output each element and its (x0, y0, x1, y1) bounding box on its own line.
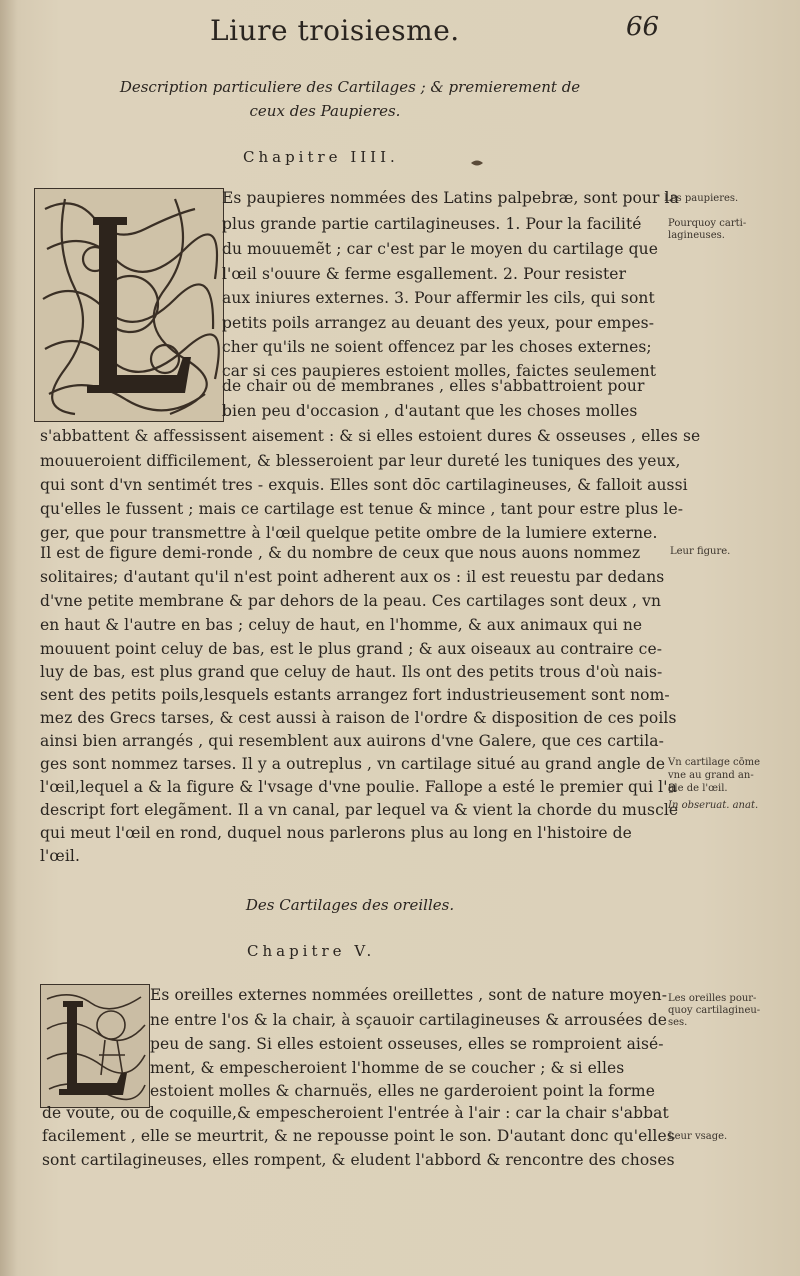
text-line: mez des Grecs tarses, & cest aussi à raison de l'ordre & disposition de ces poils (40, 709, 677, 727)
page-number: 66 (626, 12, 660, 42)
text-line: d'vne petite membrane & par dehors de la peau. Ces cartilages sont deux , vn (40, 592, 662, 610)
text-line: ger, que pour transmettre à l'œil quelque petite ombre de la lumiere externe. (40, 524, 658, 542)
section-title-line-1: Description particuliere des Cartilages ; & premierement de (119, 78, 581, 96)
margin-note: Leur vsage. (668, 1131, 728, 1142)
text-line: petits poils arrangez au deuant des yeux, pour empes- (222, 314, 655, 332)
text-line: bien peu d'occasion , d'autant que les choses molles (222, 402, 638, 420)
text-line: car si ces paupieres estoient molles, faictes seulement (222, 362, 657, 380)
text-line: plus grande partie cartilagineuses. 1. Pour la facilité (222, 215, 642, 233)
margin-note: Pourquoy carti- (668, 218, 747, 229)
text-line: aux iniures externes. 3. Pour affermir les cils, qui sont (222, 289, 655, 307)
margin-note: Les paupieres. (664, 193, 739, 204)
text-line: mouueroient difficilement, & blesseroient par leur dureté les tuniques des yeux, (40, 452, 681, 470)
margin-note: quoy cartilagineu- (668, 1005, 761, 1016)
text-line: peu de sang. Si elles estoient osseuses, elles se romproient aisé- (150, 1035, 664, 1053)
margin-note: Les oreilles pour- (668, 993, 757, 1004)
text-line: mouuent point celuy de bas, est le plus grand ; & aux oiseaux au contraire ce- (40, 640, 663, 658)
text-line: de voute, ou de coquille,& empescheroient l'entrée à l'air : car la chair s'abbat (42, 1104, 669, 1122)
chapter-heading: Chapitre V. (247, 942, 376, 960)
text-line: ne entre l'os & la chair, à sçauoir cartilagineuses & arrousées de (150, 1011, 668, 1029)
text-line: descript fort elegãment. Il a vn canal, par lequel va & vient la chorde du muscle (40, 801, 679, 819)
margin-note: In obseruat. anat. (668, 800, 759, 811)
section-title: Des Cartilages des oreilles. (245, 896, 455, 914)
text-line: sent des petits poils,lesquels estants arrangez fort industrieusement sont nom- (40, 686, 670, 704)
running-head: Liure troisiesme. (210, 14, 460, 47)
text-line: ainsi bien arrangés , qui resemblent aux auirons d'vne Galere, que ces cartila- (40, 732, 664, 750)
text-line: estoient molles & charnuës, elles ne garderoient point la forme (150, 1082, 655, 1100)
text-line: luy de bas, est plus grand que celuy de haut. Ils ont des petits trous d'où nais- (40, 663, 663, 681)
decorated-initial-L-icon (40, 984, 150, 1108)
text-line: solitaires; d'autant qu'il n'est point adherent aux os : il est reuestu par dedans (40, 568, 665, 586)
text-line: Il est de figure demi-ronde , & du nombre de ceux que nous auons nommez (40, 544, 641, 562)
section-title-line-2: ceux des Paupieres. (249, 102, 401, 120)
text-line: du mouuemẽt ; car c'est par le moyen du cartilage que (222, 240, 659, 258)
text-line: l'œil s'ouure & ferme esgallement. 2. Pour resister (222, 265, 627, 283)
text-line: qui meut l'œil en rond, duquel nous parlerons plus au long en l'histoire de (40, 824, 632, 842)
text-line: cher qu'ils ne soient offencez par les choses externes; (222, 338, 652, 356)
decorated-initial-L-icon (34, 188, 224, 422)
text-line: en haut & l'autre en bas ; celuy de haut, en l'homme, & aux animaux qui ne (40, 616, 643, 634)
text-line: s'abbattent & affessissent aisement : & si elles estoient dures & osseuses , elles se (40, 427, 701, 445)
text-line: sont cartilagineuses, elles rompent, & eludent l'abbord & rencontre des choses (42, 1151, 675, 1169)
chapter-heading: Chapitre IIII. (243, 148, 399, 166)
margin-note: vne au grand an- (668, 770, 754, 781)
text-line: Es oreilles externes nommées oreillettes , sont de nature moyen- (150, 986, 668, 1004)
text-line: Es paupieres nommées des Latins palpebræ, sont pour la (222, 189, 679, 207)
text-line: l'œil. (40, 847, 80, 865)
margin-note: Leur figure. (670, 546, 731, 557)
margin-note: lagineuses. (668, 230, 725, 241)
margin-note: Vn cartilage cōme (668, 757, 761, 768)
printer-ornament-icon (470, 158, 484, 168)
text-line: qu'elles le fussent ; mais ce cartilage est tenue & mince , tant pour estre plus le- (40, 500, 684, 518)
margin-note: gle de l'œil. (668, 783, 728, 794)
text-line: facilement , elle se meurtrit, & ne repousse point le son. D'autant donc qu'elles (42, 1127, 675, 1145)
text-line: qui sont d'vn sentimét tres - exquis. Elles sont dōc cartilagineuses, & falloit aussi (40, 476, 688, 494)
text-line: ment, & empescheroient l'homme de se coucher ; & si elles (150, 1059, 625, 1077)
text-line: ges sont nommez tarses. Il y a outreplus , vn cartilage situé au grand angle de (40, 755, 666, 773)
text-line: l'œil,lequel a & la figure & l'vsage d'vne poulie. Fallope a esté le premier qui l'a (40, 778, 677, 796)
text-line: de chair ou de membranes , elles s'abbattroient pour (222, 377, 645, 395)
margin-note: ses. (668, 1017, 688, 1028)
